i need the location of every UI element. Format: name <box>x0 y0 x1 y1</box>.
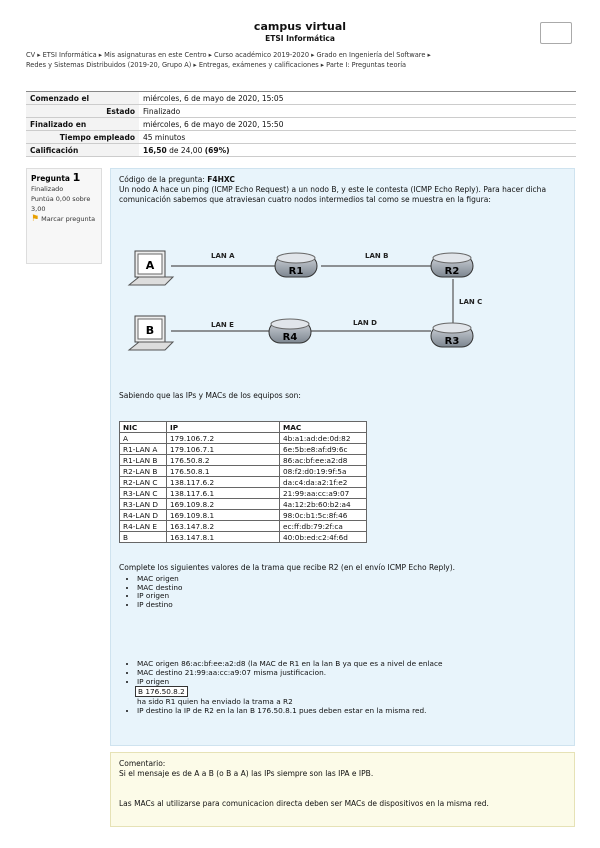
grade-score: 16,50 <box>143 145 167 155</box>
question-prefix: Pregunta <box>31 174 70 183</box>
host-b-label: B <box>145 324 155 337</box>
table-row <box>120 499 367 510</box>
summary-value: miércoles, 6 de mayo de 2020, 15:05 <box>139 92 576 105</box>
table-row <box>120 455 367 466</box>
ip-origen-answer-box[interactable]: B 176.50.8.2 <box>135 686 188 697</box>
summary-label: Tiempo empleado <box>26 131 139 144</box>
list-item: • MAC destino <box>137 584 182 593</box>
breadcrumb-line-2[interactable]: Redes y Sistemas Distribuidos (2019-20, Grupo A) ▸ Entregas, exámenes y calificaciones ▸ Parte I: Preguntas teoría <box>26 61 407 69</box>
nic-cell: R3-LAN C <box>120 488 167 499</box>
lan-d-label: LAN D <box>353 319 377 327</box>
table-row <box>120 466 367 477</box>
answer-list <box>121 659 577 715</box>
mac-header: MAC <box>280 422 367 433</box>
answer-mac-origen: • MAC origen 86:ac:bf:ee:a2:d8 (la MAC de R1 en la lan B ya que es a nivel de enlace <box>137 659 577 668</box>
comment-label: Comentario: <box>119 759 166 768</box>
table-row <box>120 433 367 444</box>
table-row <box>120 532 367 543</box>
nic-cell: R4-LAN E <box>120 521 167 532</box>
ip-cell: 163.147.8.2 <box>167 521 280 532</box>
flag-question[interactable] <box>31 214 97 224</box>
nic-cell: R4-LAN D <box>120 510 167 521</box>
ip-origen-note: ha sido R1 quien ha enviado la trama a R2 <box>137 697 293 706</box>
lan-b-label: LAN B <box>365 252 389 260</box>
ip-cell: 138.117.6.1 <box>167 488 280 499</box>
flag-label[interactable]: Marcar pregunta <box>41 215 96 223</box>
site-subtitle: ETSI Informática <box>265 34 335 43</box>
answer-mac-destino: • MAC destino 21:99:aa:cc:a9:07 misma justificacion. <box>137 668 577 677</box>
question-intro: Un nodo A hace un ping (ICMP Echo Request) a un nodo B, y este le contesta (ICMP Echo Reply). Para hacer dicha comunicación sabemos que atraviesan cuatro nodos intermedios tal como se muestra en la figura: <box>119 185 547 204</box>
mac-cell: ec:ff:db:79:2f:ca <box>280 521 367 532</box>
nic-header: NIC <box>120 422 167 433</box>
nic-cell: R2-LAN B <box>120 466 167 477</box>
answer-ip-destino: • IP destino la IP de R2 en la lan B 176.50.8.1 pues deben estar en la misma red. <box>137 706 577 715</box>
table-row <box>120 444 367 455</box>
fields-list <box>121 575 182 609</box>
ip-cell: 179.106.7.1 <box>167 444 280 455</box>
grade-total: de 24,00 <box>166 145 205 155</box>
mac-cell: da:c4:da:a2:1f:e2 <box>280 477 367 488</box>
complete-instruction: Complete los siguientes valores de la trama que recibe R2 (en el envío ICMP Echo Reply). <box>119 563 456 572</box>
nic-cell: R1-LAN A <box>120 444 167 455</box>
answer-ip-origen <box>137 677 577 706</box>
mac-cell: 4b:a1:ad:de:0d:82 <box>280 433 367 444</box>
router-r2-icon <box>431 253 473 277</box>
flag-icon[interactable]: ⚑ <box>31 214 40 224</box>
question-code-value: F4HXC <box>207 175 235 184</box>
summary-value: 45 minutos <box>139 131 576 144</box>
ip-cell: 163.147.8.1 <box>167 532 280 543</box>
question-content <box>110 168 575 746</box>
list-item: • IP origen <box>137 592 182 601</box>
lan-c-label: LAN C <box>459 298 483 306</box>
router-r4-label: R4 <box>282 332 298 343</box>
router-r1-label: R1 <box>288 266 304 277</box>
question-code <box>119 175 569 185</box>
ips-macs-intro: Sabiendo que las IPs y MACs de los equipos son: <box>119 391 301 400</box>
table-row <box>120 477 367 488</box>
site-header <box>0 0 600 43</box>
question-number-value: 1 <box>72 171 81 184</box>
ip-cell: 176.50.8.2 <box>167 455 280 466</box>
lan-a-label: LAN A <box>211 252 235 260</box>
breadcrumb-line-1[interactable]: CV ▸ ETSI Informática ▸ Mis asignaturas en este Centro ▸ Curso académico 2019-2020 ▸ Grado en Ingeniería del Software ▸ <box>26 51 431 59</box>
mac-cell: 21:99:aa:cc:a9:07 <box>280 488 367 499</box>
mac-cell: 98:0c:b1:5c:8f:46 <box>280 510 367 521</box>
lan-e-label: LAN E <box>211 321 234 329</box>
summary-value: miércoles, 6 de mayo de 2020, 15:50 <box>139 118 576 131</box>
question-code-label: Código de la pregunta: <box>119 175 208 184</box>
comment-line-2: Las MACs al utilizarse para comunicacion directa deben ser MACs de dispositivos en la misma red. <box>119 799 489 808</box>
router-r1-icon <box>275 253 317 277</box>
nic-table <box>119 421 367 543</box>
summary-label: Calificación <box>26 144 139 157</box>
ip-header: IP <box>167 422 280 433</box>
ip-cell: 179.106.7.2 <box>167 433 280 444</box>
table-row <box>120 521 367 532</box>
breadcrumb <box>26 50 576 70</box>
router-r4-icon <box>269 319 311 343</box>
computer-b-icon <box>129 316 173 350</box>
question-points: Puntúa 0,00 sobre 3,00 <box>31 195 91 213</box>
list-item: • IP destino <box>137 601 182 610</box>
user-menu-box[interactable] <box>540 22 572 44</box>
question-info <box>26 168 102 264</box>
question-number <box>31 173 97 184</box>
network-diagram <box>125 241 485 381</box>
grade-value <box>139 144 576 157</box>
mac-cell: 40:0b:ed:c2:4f:6d <box>280 532 367 543</box>
router-r3-icon <box>431 323 473 347</box>
comment-line-1: Si el mensaje es de A a B (o B a A) las IPs siempre son las IPA e IPB. <box>119 769 374 778</box>
grade-percent: (69%) <box>204 145 230 155</box>
summary-label: Estado <box>26 105 139 118</box>
host-a-label: A <box>145 259 155 272</box>
nic-cell: B <box>120 532 167 543</box>
ip-origen-label: IP origen <box>137 677 170 686</box>
nic-cell: A <box>120 433 167 444</box>
computer-a-icon <box>129 251 173 285</box>
ip-cell: 169.109.8.2 <box>167 499 280 510</box>
router-r3-label: R3 <box>444 336 460 347</box>
mac-cell: 6e:5b:e8:af:d9:6c <box>280 444 367 455</box>
nic-cell: R1-LAN B <box>120 455 167 466</box>
attempt-summary <box>26 91 576 157</box>
mac-cell: 4a:12:2b:60:b2:a4 <box>280 499 367 510</box>
question-state: Finalizado <box>31 185 64 193</box>
nic-cell: R2-LAN C <box>120 477 167 488</box>
ip-cell: 176.50.8.1 <box>167 466 280 477</box>
nic-cell: R3-LAN D <box>120 499 167 510</box>
site-title[interactable]: campus virtual <box>253 20 347 33</box>
mac-cell: 08:f2:d0:19:9f:5a <box>280 466 367 477</box>
table-row <box>120 488 367 499</box>
router-r2-label: R2 <box>444 266 460 277</box>
summary-label: Finalizado en <box>26 118 139 131</box>
mac-cell: 86:ac:bf:ee:a2:d8 <box>280 455 367 466</box>
list-item: • MAC origen <box>137 575 182 584</box>
summary-value: Finalizado <box>139 105 576 118</box>
question-text <box>119 175 569 205</box>
ip-cell: 169.109.8.1 <box>167 510 280 521</box>
summary-label: Comenzado el <box>26 92 139 105</box>
comment-box <box>110 752 575 827</box>
table-row <box>120 510 367 521</box>
ip-cell: 138.117.6.2 <box>167 477 280 488</box>
